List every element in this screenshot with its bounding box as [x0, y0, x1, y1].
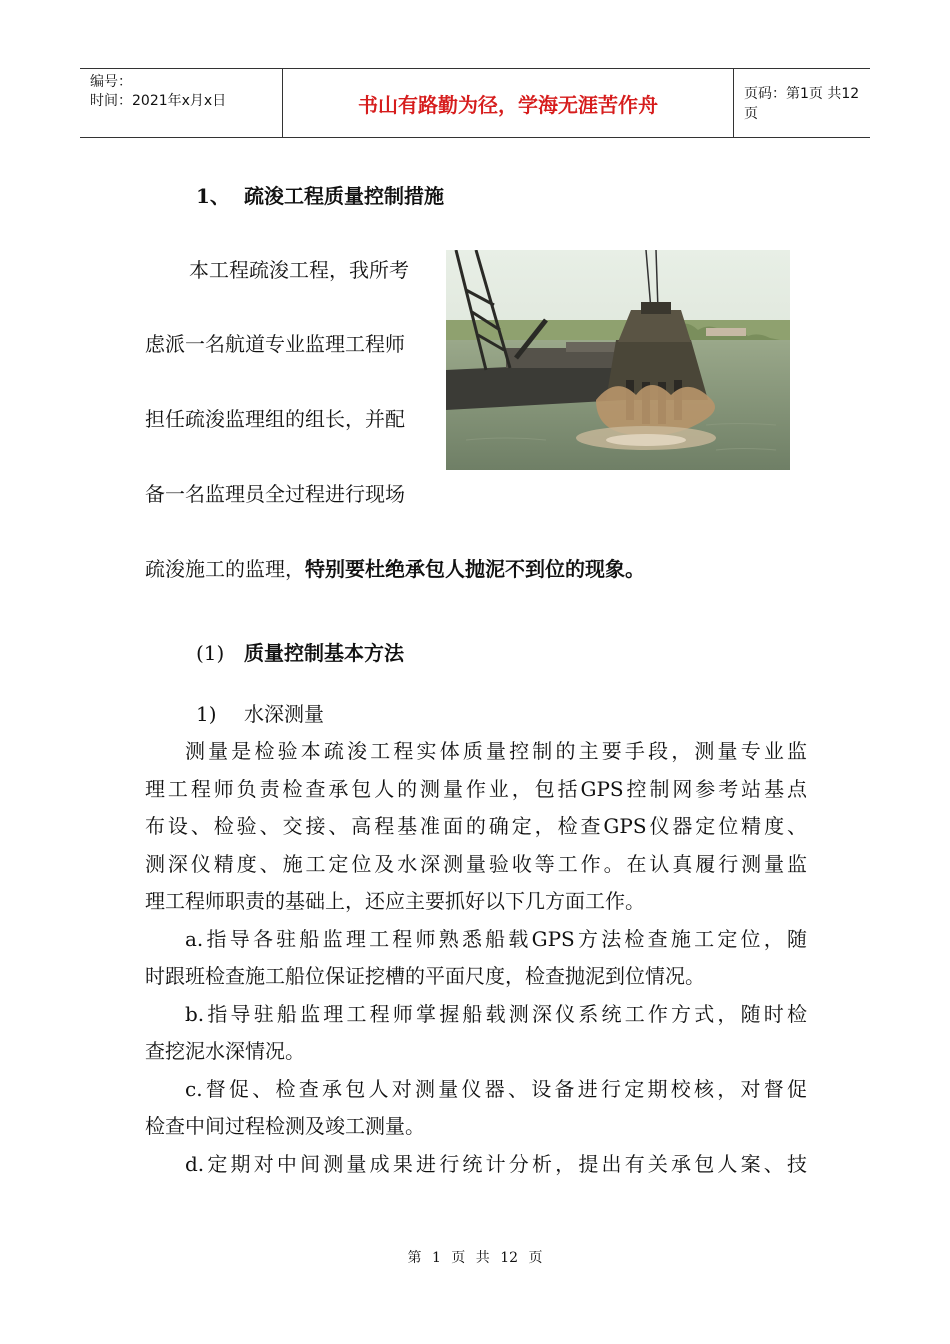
subsection-heading	[196, 637, 404, 666]
number-label: 编号：	[90, 74, 132, 90]
section-heading	[196, 180, 444, 209]
paragraph-line: d.定期对中间测量成果进行统计分析，提出有关承包人案、技	[185, 1151, 807, 1176]
item-heading	[196, 698, 324, 727]
header-page-info: 页码：第1页 共12页	[744, 86, 860, 122]
item-number: 1)	[196, 702, 217, 726]
body-text	[145, 733, 807, 1183]
section-title: 疏浚工程质量控制措施	[244, 184, 444, 208]
intro-line-5	[145, 553, 645, 582]
paragraph-line: 时跟班检查施工船位保证挖槽的平面尺度，检查抛泥到位情况。	[145, 964, 705, 988]
intro-line-3: 担任疏浚监理组的组长，并配	[145, 407, 405, 431]
intro-line-1: 本工程疏浚工程，我所考	[189, 258, 409, 282]
subsection-number: (1)	[196, 641, 225, 665]
paragraph-3	[145, 996, 807, 1071]
item-title: 水深测量	[244, 702, 324, 726]
date-label: 时间：2021年x月x日	[90, 93, 227, 109]
page-footer: 第 1 页 共 12 页	[407, 1250, 543, 1266]
paragraph-line: 查挖泥水深情况。	[145, 1039, 305, 1063]
subsection-title: 质量控制基本方法	[244, 641, 404, 665]
paragraph-5	[145, 1146, 807, 1184]
intro-plain-text: 疏浚施工的监理，	[145, 557, 305, 581]
document-header	[80, 68, 870, 138]
paragraph-line: 理工程师负责检查承包人的测量作业，包括GPS控制网参考站基点	[145, 776, 807, 801]
paragraph-line: 布设、检验、交接、高程基准面的确定，检查GPS仪器定位精度、	[145, 814, 807, 838]
intro-line-4: 备一名监理员全过程进行现场	[145, 482, 405, 506]
paragraph-line: a.指导各驻船监理工程师熟悉船载GPS方法检查施工定位，随	[185, 926, 807, 951]
paragraph-line: 测量是检验本疏浚工程实体质量控制的主要手段，测量专业监	[185, 739, 807, 763]
paragraph-2	[145, 921, 807, 996]
paragraph-line: 检查中间过程检测及竣工测量。	[145, 1114, 425, 1138]
paragraph-line: b.指导驻船监理工程师掌握船载测深仪系统工作方式，随时检	[185, 1001, 807, 1026]
header-meta	[80, 69, 282, 137]
header-motto: 书山有路勤为径，学海无涯苦作舟	[358, 92, 658, 117]
intro-line-2: 虑派一名航道专业监理工程师	[145, 332, 405, 356]
paragraph-line: 理工程师职责的基础上，还应主要抓好以下几方面工作。	[145, 889, 645, 913]
section-number: 1、	[196, 184, 230, 208]
paragraph-line: 测深仪精度、施工定位及水深测量验收等工作。在认真履行测量监	[145, 851, 807, 876]
dredging-photo	[446, 250, 790, 470]
dredger-illustration	[446, 250, 790, 470]
intro-bold-text: 特别要杜绝承包人抛泥不到位的现象。	[305, 557, 645, 581]
paragraph-1	[145, 733, 807, 921]
paragraph-line: c.督促、检查承包人对测量仪器、设备进行定期校核，对督促	[185, 1076, 807, 1101]
paragraph-4	[145, 1071, 807, 1146]
header-motto-cell	[282, 69, 734, 137]
